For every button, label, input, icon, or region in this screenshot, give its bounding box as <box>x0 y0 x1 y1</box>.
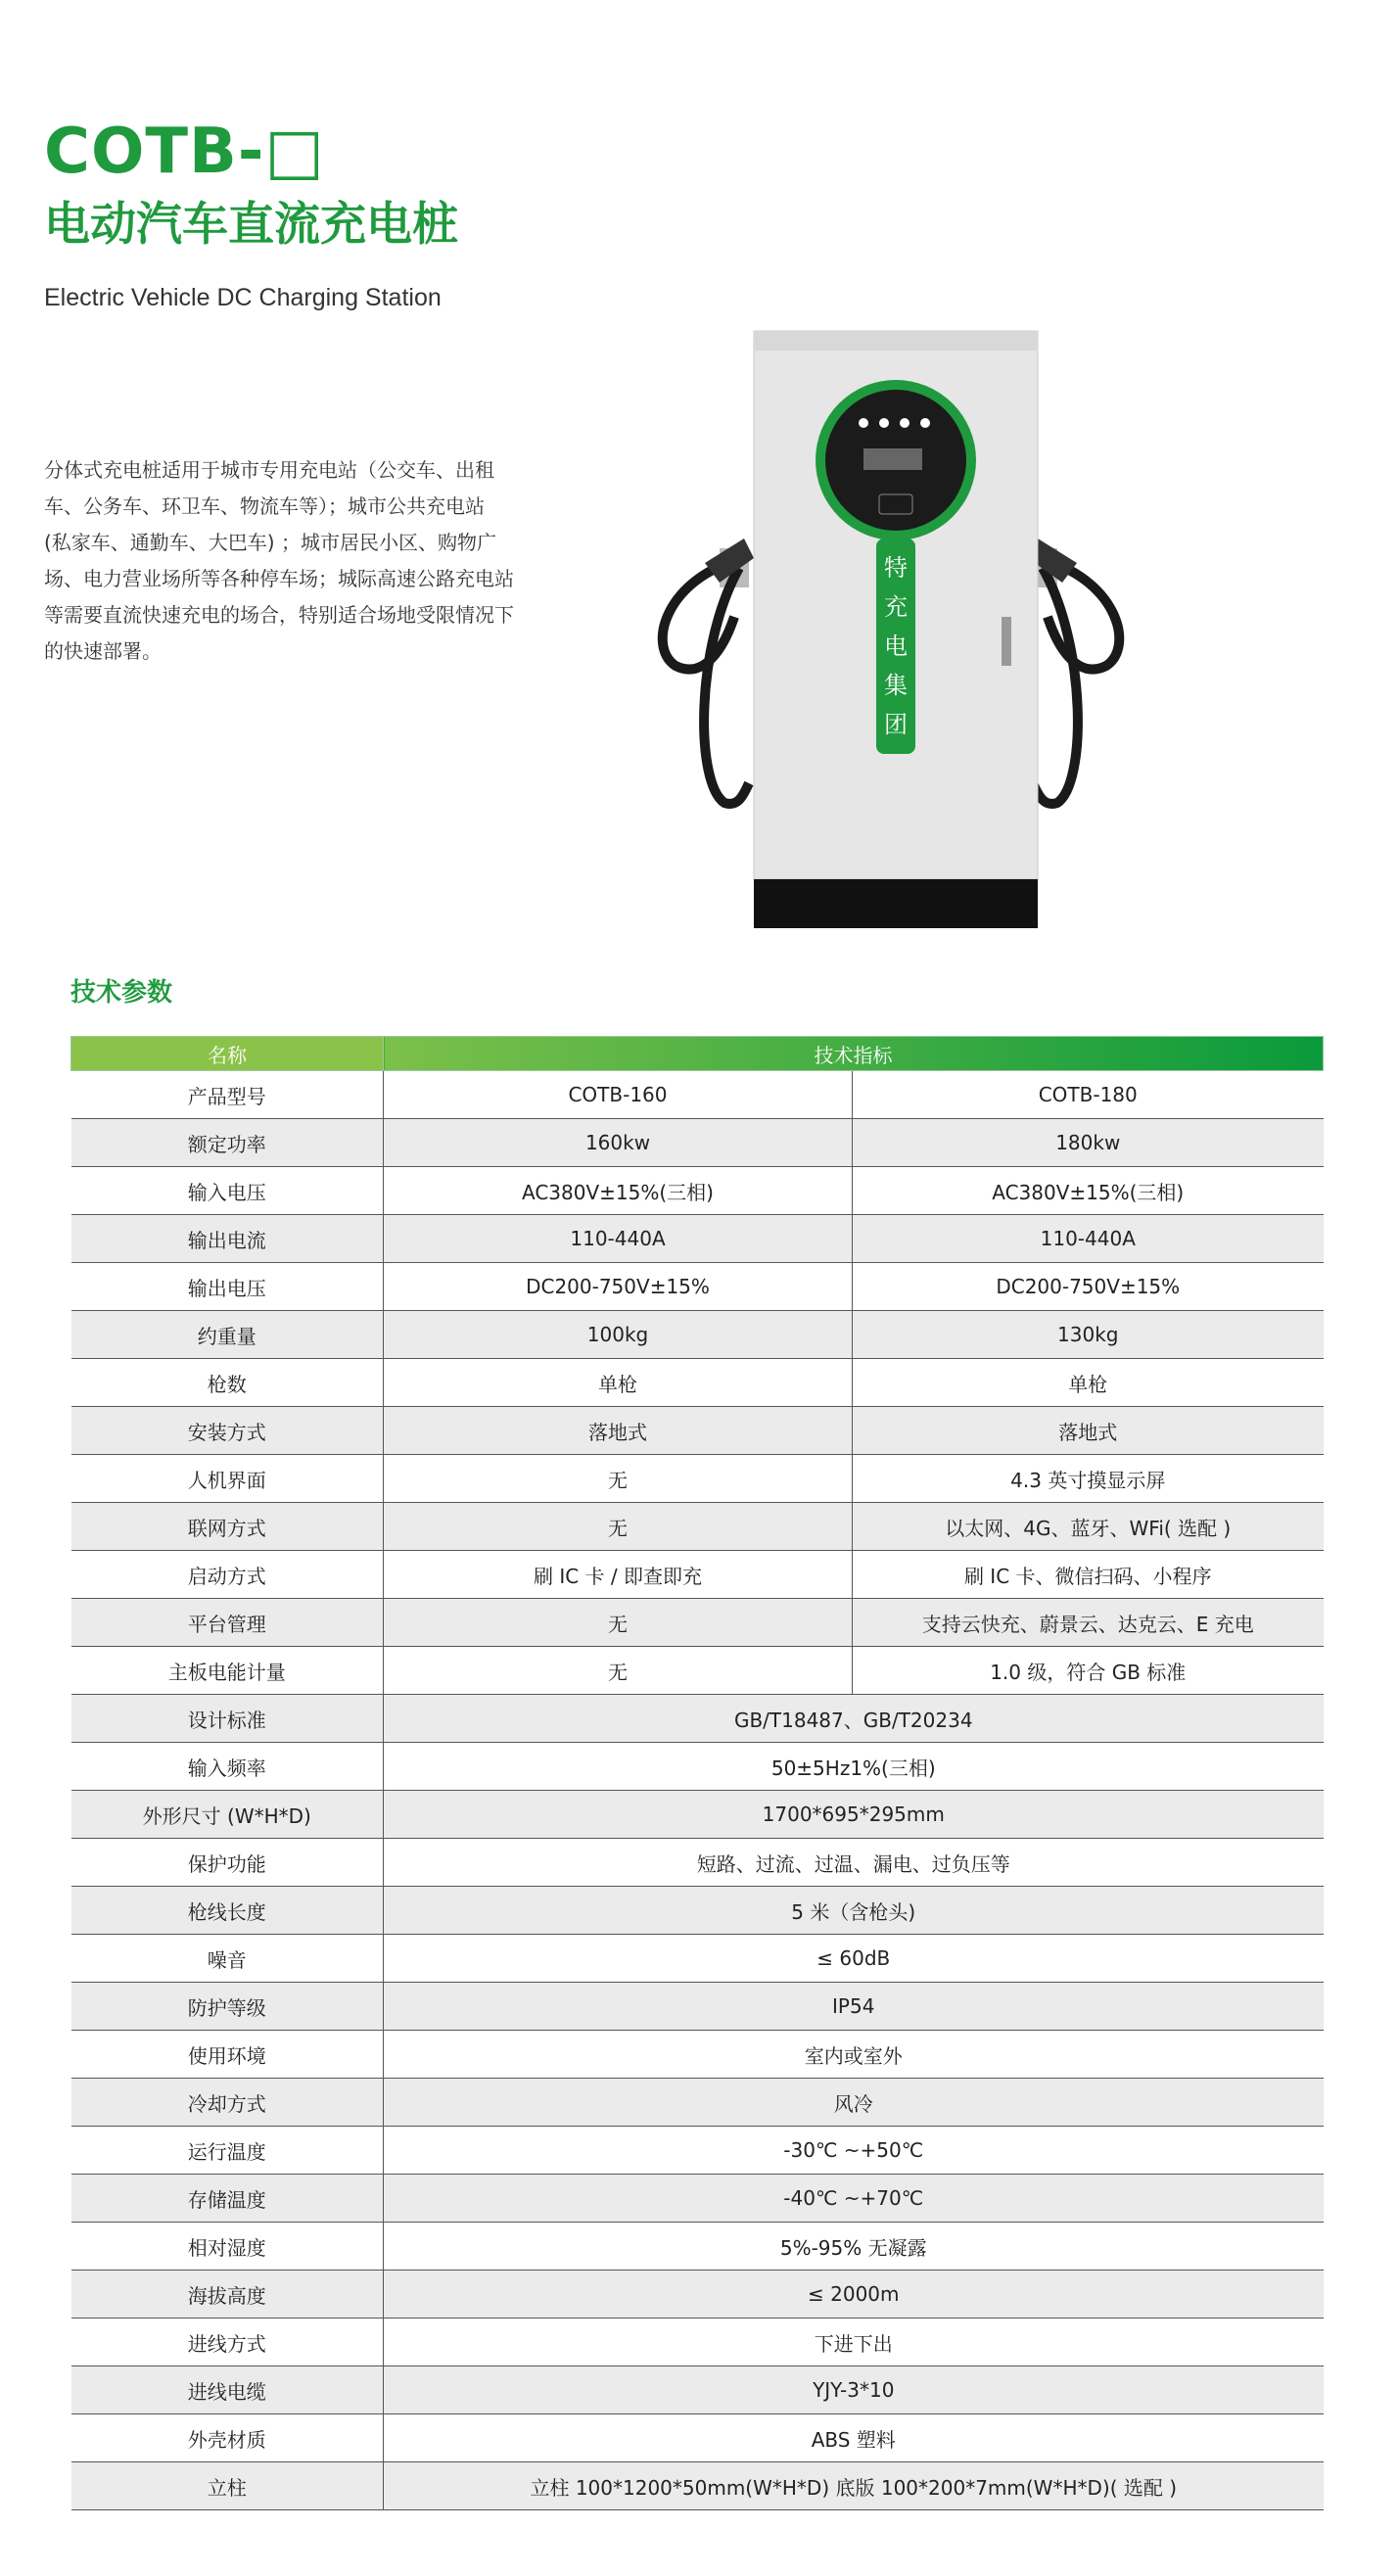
brand-char: 充 <box>884 593 908 621</box>
param-name: 启动方式 <box>71 1551 384 1599</box>
param-value: 立柱 100*1200*50mm(W*H*D) 底版 100*200*7mm(W*H*D)( 选配 ) <box>384 2462 1324 2510</box>
table-row <box>71 1071 1324 1119</box>
param-value-model-1: COTB-160 <box>384 1071 853 1119</box>
param-value-model-2: 180kw <box>853 1119 1324 1167</box>
table-row <box>71 1167 1324 1215</box>
param-value-model-1: 无 <box>384 1599 853 1647</box>
param-value-model-1: 100kg <box>384 1311 853 1359</box>
param-value-model-2: 1.0 级，符合 GB 标准 <box>853 1647 1324 1695</box>
param-value: 5 米（含枪头) <box>384 1887 1324 1935</box>
param-value-model-1: 160kw <box>384 1119 853 1167</box>
table-row <box>71 1215 1324 1263</box>
table-row <box>71 1935 1324 1983</box>
param-value: 风冷 <box>384 2079 1324 2127</box>
table-row <box>71 1119 1324 1167</box>
table-row <box>71 1791 1324 1839</box>
param-value: ≤ 60dB <box>384 1935 1324 1983</box>
table-row <box>71 2127 1324 2175</box>
param-value-model-2: COTB-180 <box>853 1071 1324 1119</box>
param-value: 室内或室外 <box>384 2031 1324 2079</box>
table-row <box>71 2271 1324 2318</box>
table-row <box>71 2079 1324 2127</box>
param-value: 短路、过流、过温、漏电、过负压等 <box>384 1839 1324 1887</box>
table-row <box>71 2414 1324 2462</box>
param-name: 海拔高度 <box>71 2271 384 2318</box>
param-value-model-1: 落地式 <box>384 1407 853 1455</box>
brand-char: 团 <box>884 711 908 738</box>
param-value-model-2: 单枪 <box>853 1359 1324 1407</box>
param-name: 外形尺寸 (W*H*D) <box>71 1791 384 1839</box>
param-value-model-2: 落地式 <box>853 1407 1324 1455</box>
table-row <box>71 1839 1324 1887</box>
param-name: 约重量 <box>71 1311 384 1359</box>
param-value: 5%-95% 无凝露 <box>384 2223 1324 2271</box>
product-title-zh: 电动汽车直流充电桩 <box>44 198 458 252</box>
brand-char: 特 <box>884 554 908 582</box>
param-name: 进线电缆 <box>71 2366 384 2414</box>
table-row <box>71 1311 1324 1359</box>
table-row <box>71 1743 1324 1791</box>
param-value-model-1: 刷 IC 卡 / 即查即充 <box>384 1551 853 1599</box>
param-name: 平台管理 <box>71 1599 384 1647</box>
param-name: 枪数 <box>71 1359 384 1407</box>
param-value-model-2: 以太网、4G、蓝牙、WFi( 选配 ) <box>853 1503 1324 1551</box>
param-value-model-1: 110-440A <box>384 1215 853 1263</box>
param-name: 输入频率 <box>71 1743 384 1791</box>
param-name: 设计标准 <box>71 1695 384 1743</box>
param-value-model-1: 单枪 <box>384 1359 853 1407</box>
param-value: 下进下出 <box>384 2318 1324 2366</box>
header-spec: 技术指标 <box>384 1037 1324 1071</box>
charging-station-image <box>636 323 1165 940</box>
param-name: 相对湿度 <box>71 2223 384 2271</box>
param-value-model-1: AC380V±15%(三相) <box>384 1167 853 1215</box>
param-name: 额定功率 <box>71 1119 384 1167</box>
param-value: IP54 <box>384 1983 1324 2031</box>
param-value: ABS 塑料 <box>384 2414 1324 2462</box>
param-value-model-2: 刷 IC 卡、微信扫码、小程序 <box>853 1551 1324 1599</box>
param-value-model-2: 130kg <box>853 1311 1324 1359</box>
table-row <box>71 2366 1324 2414</box>
table-row <box>71 1887 1324 1935</box>
table-header-row <box>71 1037 1324 1071</box>
param-value: YJY-3*10 <box>384 2366 1324 2414</box>
brand-char: 集 <box>884 672 908 699</box>
product-title-en: Electric Vehicle DC Charging Station <box>44 284 442 311</box>
param-name: 立柱 <box>71 2462 384 2510</box>
param-value: -30℃ ~+50℃ <box>384 2127 1324 2175</box>
param-name: 使用环境 <box>71 2031 384 2079</box>
table-row <box>71 1407 1324 1455</box>
table-row <box>71 2462 1324 2510</box>
header-name: 名称 <box>71 1037 384 1071</box>
table-row <box>71 1551 1324 1599</box>
param-value-model-2: 支持云快充、蔚景云、达克云、E 充电 <box>853 1599 1324 1647</box>
param-value-model-1: 无 <box>384 1455 853 1503</box>
param-value: GB/T18487、GB/T20234 <box>384 1695 1324 1743</box>
param-value: -40℃ ~+70℃ <box>384 2175 1324 2223</box>
param-name: 主板电能计量 <box>71 1647 384 1695</box>
param-name: 噪音 <box>71 1935 384 1983</box>
param-name: 联网方式 <box>71 1503 384 1551</box>
table-row <box>71 1599 1324 1647</box>
param-value-model-2: AC380V±15%(三相) <box>853 1167 1324 1215</box>
table-row <box>71 2223 1324 2271</box>
param-name: 输入电压 <box>71 1167 384 1215</box>
param-name: 输出电压 <box>71 1263 384 1311</box>
param-value-model-1: 无 <box>384 1647 853 1695</box>
table-row <box>71 1503 1324 1551</box>
param-name: 产品型号 <box>71 1071 384 1119</box>
product-description: 分体式充电桩适用于城市专用充电站（公交车、出租车、公务车、环卫车、物流车等）；城市公共充电站 (私家车、通勤车、大巴车) ；城市居民小区、购物广场、电力营业场所等各种停车场；城际高速公路充电站等需要直流快速充电的场合，特别适合场地受限情况下的快速部署。 <box>44 458 514 663</box>
param-name: 进线方式 <box>71 2318 384 2366</box>
model-title: COTB-□ <box>44 116 325 188</box>
param-value: 50±5Hz1%(三相) <box>384 1743 1324 1791</box>
param-value-model-1: 无 <box>384 1503 853 1551</box>
section-title: 技术参数 <box>70 978 173 1007</box>
param-value-model-2: 110-440A <box>853 1215 1324 1263</box>
table-row <box>71 2318 1324 2366</box>
param-name: 冷却方式 <box>71 2079 384 2127</box>
table-row <box>71 1455 1324 1503</box>
param-name: 安装方式 <box>71 1407 384 1455</box>
param-value-model-2: DC200-750V±15% <box>853 1263 1324 1311</box>
param-name: 保护功能 <box>71 1839 384 1887</box>
param-name: 人机界面 <box>71 1455 384 1503</box>
brand-char: 电 <box>884 632 908 660</box>
spec-table <box>70 1036 1324 2510</box>
table-row <box>71 2175 1324 2223</box>
param-value: 1700*695*295mm <box>384 1791 1324 1839</box>
param-value-model-2: 4.3 英寸摸显示屏 <box>853 1455 1324 1503</box>
table-row <box>71 2031 1324 2079</box>
table-row <box>71 1359 1324 1407</box>
table-row <box>71 1983 1324 2031</box>
table-row <box>71 1647 1324 1695</box>
param-name: 运行温度 <box>71 2127 384 2175</box>
param-name: 枪线长度 <box>71 1887 384 1935</box>
param-name: 防护等级 <box>71 1983 384 2031</box>
param-value: ≤ 2000m <box>384 2271 1324 2318</box>
param-name: 外壳材质 <box>71 2414 384 2462</box>
param-value-model-1: DC200-750V±15% <box>384 1263 853 1311</box>
table-row <box>71 1263 1324 1311</box>
param-name: 输出电流 <box>71 1215 384 1263</box>
table-row <box>71 1695 1324 1743</box>
param-name: 存储温度 <box>71 2175 384 2223</box>
